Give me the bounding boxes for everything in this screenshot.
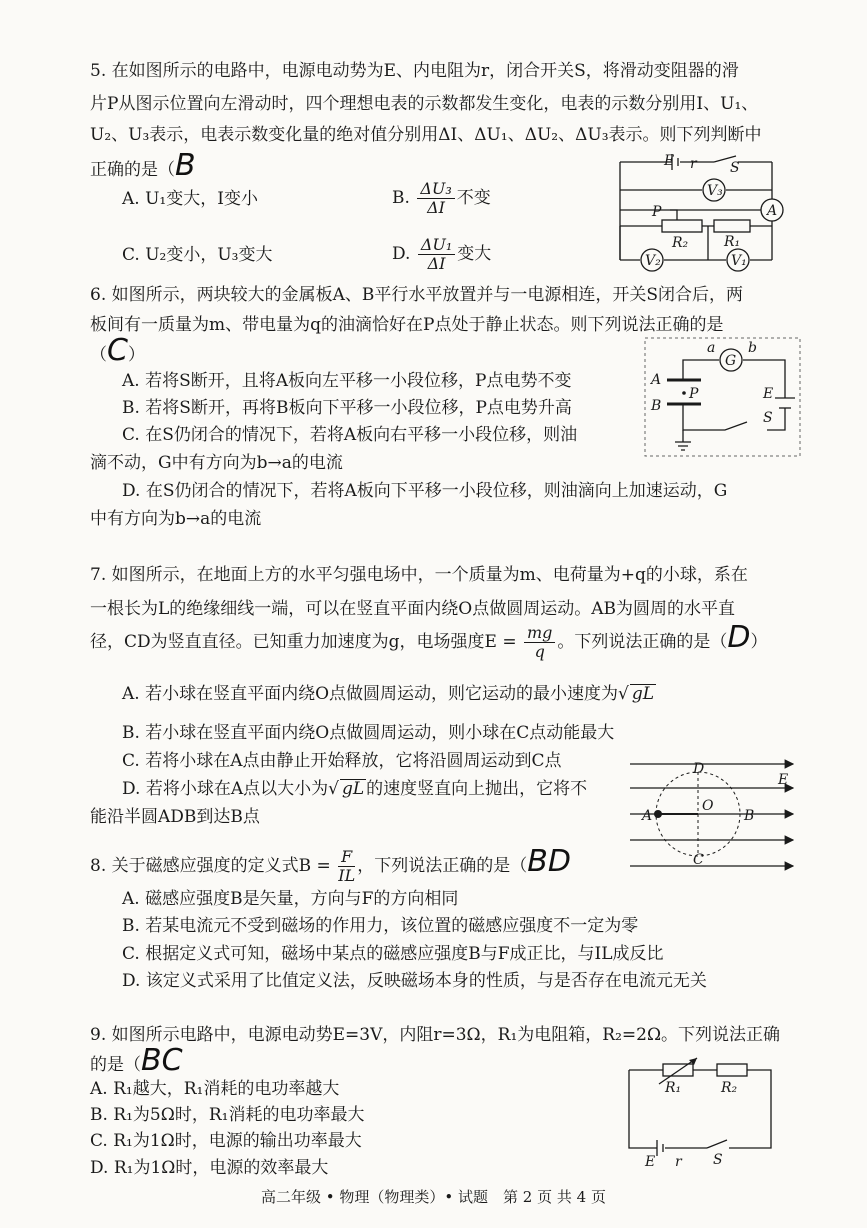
q5-fig-voltmeter-v3: V₃ <box>707 183 723 199</box>
q5-circuit-diagram <box>612 150 802 275</box>
q7-option-b: B. 若小球在竖直平面内绕O点做圆周运动，则小球在C点动能最大 <box>122 723 615 743</box>
q9-option-d: D. R₁为1Ω时，电源的效率最大 <box>90 1158 329 1178</box>
q8-line-1 <box>90 844 571 885</box>
q5-option-d-denominator: ΔI <box>427 254 446 273</box>
q8-definition-numerator: F <box>338 848 355 867</box>
q6-option-c-1: C. 在S仍闭合的情况下，若将A板向右平移一小段位移，则油 <box>122 425 578 445</box>
q7-line-3 <box>90 620 768 661</box>
q7-option-d-1: D. 若将小球在A点以大小为√ gL 的速度竖直向上抛出，它将不 <box>122 779 588 799</box>
q9-fig-label-e: E <box>645 1154 656 1170</box>
q7-line-1: 7. 如图所示，在地面上方的水平匀强电场中，一个质量为m、电荷量为+q的小球，系在 <box>90 565 748 585</box>
q6-circuit-diagram <box>645 338 800 456</box>
q5-fig-voltmeter-v1: V₁ <box>731 253 747 269</box>
q5-option-b-fraction <box>417 180 454 217</box>
q5-line-3: U₂、U₃表示，电表示数变化量的绝对值分别用ΔI、ΔU₁、ΔU₂、ΔU₃表示。则下列判断中 <box>90 125 762 145</box>
q7-option-d-sqrt: gL <box>341 779 365 799</box>
q6-handwritten-answer: C <box>107 333 128 368</box>
q8-stem-b: ，下列说法正确的是（ <box>357 856 528 876</box>
q5-handwritten-answer: B <box>175 148 196 183</box>
q6-option-b: B. 若将S断开，再将B板向下平移一小段位移，P点电势升高 <box>122 398 572 418</box>
q8-definition-denominator: IL <box>338 866 356 885</box>
q7-paren-close: ） <box>750 632 768 652</box>
q5-option-a: A. U₁变大，I变小 <box>122 189 258 209</box>
q7-field-diagram <box>628 760 800 875</box>
q5-fig-voltmeter-v2: V₂ <box>645 253 661 269</box>
q5-fig-label-s: S <box>730 160 740 176</box>
q8-option-b: B. 若某电流元不受到磁场的作用力，该位置的磁感应强度不一定为零 <box>122 916 639 936</box>
q6-option-d-1: D. 在S仍闭合的情况下，若将A板向下平移一小段位移，则油滴向上加速运动，G <box>122 481 728 501</box>
page-footer: 高二年级 • 物理（物理类）• 试题 第 2 页 共 4 页 <box>261 1188 606 1206</box>
q7-option-d-text-a: D. 若将小球在A点以大小为 <box>122 779 329 799</box>
q8-option-c: C. 根据定义式可知，磁场中某点的磁感应强度B与F成正比，与IL成反比 <box>122 944 664 964</box>
q8-handwritten-answer: BD <box>527 844 571 879</box>
q6-fig-plate-a: A <box>651 372 662 388</box>
q6-option-d-2: 中有方向为b→a的电流 <box>90 509 262 529</box>
q6-line-1: 6. 如图所示，两块较大的金属板A、B平行水平放置并与一电源相连，开关S闭合后，两 <box>90 285 744 305</box>
q5-option-b <box>392 180 491 217</box>
q5-option-c: C. U₂变小，U₃变大 <box>122 245 273 265</box>
q5-fig-ammeter-a: A <box>767 203 778 219</box>
q9-fig-label-r1: R₁ <box>665 1080 682 1096</box>
q6-fig-label-s: S <box>763 410 773 426</box>
q6-paren-close: ） <box>127 345 145 365</box>
q5-option-b-numerator: ΔU₃ <box>417 180 454 199</box>
q7-field-fraction <box>524 624 555 661</box>
q7-fig-label-o: O <box>702 798 714 814</box>
q9-line-2 <box>90 1043 183 1078</box>
q7-fig-label-d: D <box>693 761 705 777</box>
q7-option-d-2: 能沿半圆ADB到达B点 <box>90 807 260 827</box>
q9-fig-label-r2: R₂ <box>721 1080 738 1096</box>
q8-definition-fraction <box>338 848 355 885</box>
q6-fig-label-e: E <box>763 386 774 402</box>
q7-field-numerator: mg <box>524 624 555 643</box>
q9-option-b: B. R₁为5Ω时，R₁消耗的电功率最大 <box>90 1105 365 1125</box>
q7-fig-label-a: A <box>642 808 653 824</box>
q9-option-a: A. R₁越大，R₁消耗的电功率越大 <box>90 1079 340 1099</box>
q6-paren-open: （ <box>90 345 107 365</box>
q6-fig-label-a: a <box>707 340 716 356</box>
q7-fig-label-b: B <box>744 808 755 824</box>
q5-option-b-denominator: ΔI <box>427 198 445 217</box>
q5-option-d-label: D. <box>392 244 411 264</box>
q5-line-4 <box>90 148 196 183</box>
q8-stem-a: 8. 关于磁感应强度的定义式B = <box>90 856 331 876</box>
q7-fig-label-e: E <box>778 772 789 788</box>
q5-fig-label-e: E <box>664 153 675 169</box>
q9-stem-end: 的是（ <box>90 1055 141 1075</box>
q9-fig-label-r: r <box>675 1154 682 1170</box>
q9-fig-label-s: S <box>713 1152 723 1168</box>
q5-option-d-numerator: ΔU₁ <box>418 236 455 255</box>
q5-line-1: 5. 在如图所示的电路中，电源电动势为E、内电阻为r，闭合开关S，将滑动变阻器的滑 <box>90 61 739 81</box>
q7-fig-label-c: C <box>693 852 704 868</box>
q6-line-2: 板间有一质量为m、带电量为q的油滴恰好在P点处于静止状态。则下列说法正确的是 <box>90 315 724 335</box>
q5-fig-label-r: r <box>690 156 697 172</box>
q7-handwritten-answer: D <box>727 620 751 655</box>
q6-option-a: A. 若将S断开，且将A板向左平移一小段位移，P点电势不变 <box>122 371 572 391</box>
q6-fig-plate-b: B <box>651 398 662 414</box>
q5-stem-end: 正确的是（ <box>90 160 175 180</box>
q9-handwritten-answer: BC <box>141 1043 183 1078</box>
q6-option-c-2: 滴不动，G中有方向为b→a的电流 <box>90 453 343 473</box>
q5-fig-label-r2: R₂ <box>672 235 689 251</box>
q7-stem-a: 径，CD为竖直直径。已知重力加速度为g，电场强度E = <box>90 632 517 652</box>
q7-option-c: C. 若将小球在A点由静止开始释放，它将沿圆周运动到C点 <box>122 751 562 771</box>
q5-option-b-tail: 不变 <box>456 188 491 208</box>
q9-line-1: 9. 如图所示电路中，电源电动势E=3V，内阻r=3Ω，R₁为电阻箱，R₂=2Ω。下列说法正确 <box>90 1025 781 1045</box>
q7-field-denominator: q <box>534 642 545 661</box>
q8-option-d: D. 该定义式采用了比值定义法，反映磁场本身的性质，与是否存在电流元无关 <box>122 971 707 991</box>
q8-option-a: A. 磁感应强度B是矢量，方向与F的方向相同 <box>122 889 459 909</box>
q9-circuit-diagram <box>625 1060 775 1170</box>
q7-option-a-text: A. 若小球在竖直平面内绕O点做圆周运动，则它运动的最小速度为 <box>122 684 619 704</box>
q7-option-a: A. 若小球在竖直平面内绕O点做圆周运动，则它运动的最小速度为√ gL <box>122 684 655 704</box>
q5-fig-label-r1: R₁ <box>724 234 741 250</box>
q5-option-b-label: B. <box>392 188 410 208</box>
q6-line-3 <box>90 333 145 368</box>
q5-option-d-fraction <box>418 236 455 273</box>
q7-line-2: 一根长为L的绝缘细线一端，可以在竖直平面内绕O点做圆周运动。AB为圆周的水平直 <box>90 599 735 619</box>
q5-option-d-tail: 变大 <box>457 244 492 264</box>
q5-line-2: 片P从图示位置向左滑动时，四个理想电表的示数都发生变化，电表的示数分别用I、U₁、 <box>90 94 759 114</box>
q5-option-d <box>392 236 491 273</box>
q6-fig-point-p: P <box>689 386 699 402</box>
q7-option-d-text-b: 的速度竖直向上抛出，它将不 <box>366 779 588 799</box>
q7-stem-b: 。下列说法正确的是（ <box>557 632 728 652</box>
q5-fig-label-p: P <box>652 204 662 220</box>
q7-option-a-sqrt: gL <box>631 684 655 704</box>
q6-fig-label-b: b <box>748 340 757 356</box>
q6-fig-galvanometer-g: G <box>725 353 737 369</box>
q9-option-c: C. R₁为1Ω时，电源的输出功率最大 <box>90 1131 362 1151</box>
